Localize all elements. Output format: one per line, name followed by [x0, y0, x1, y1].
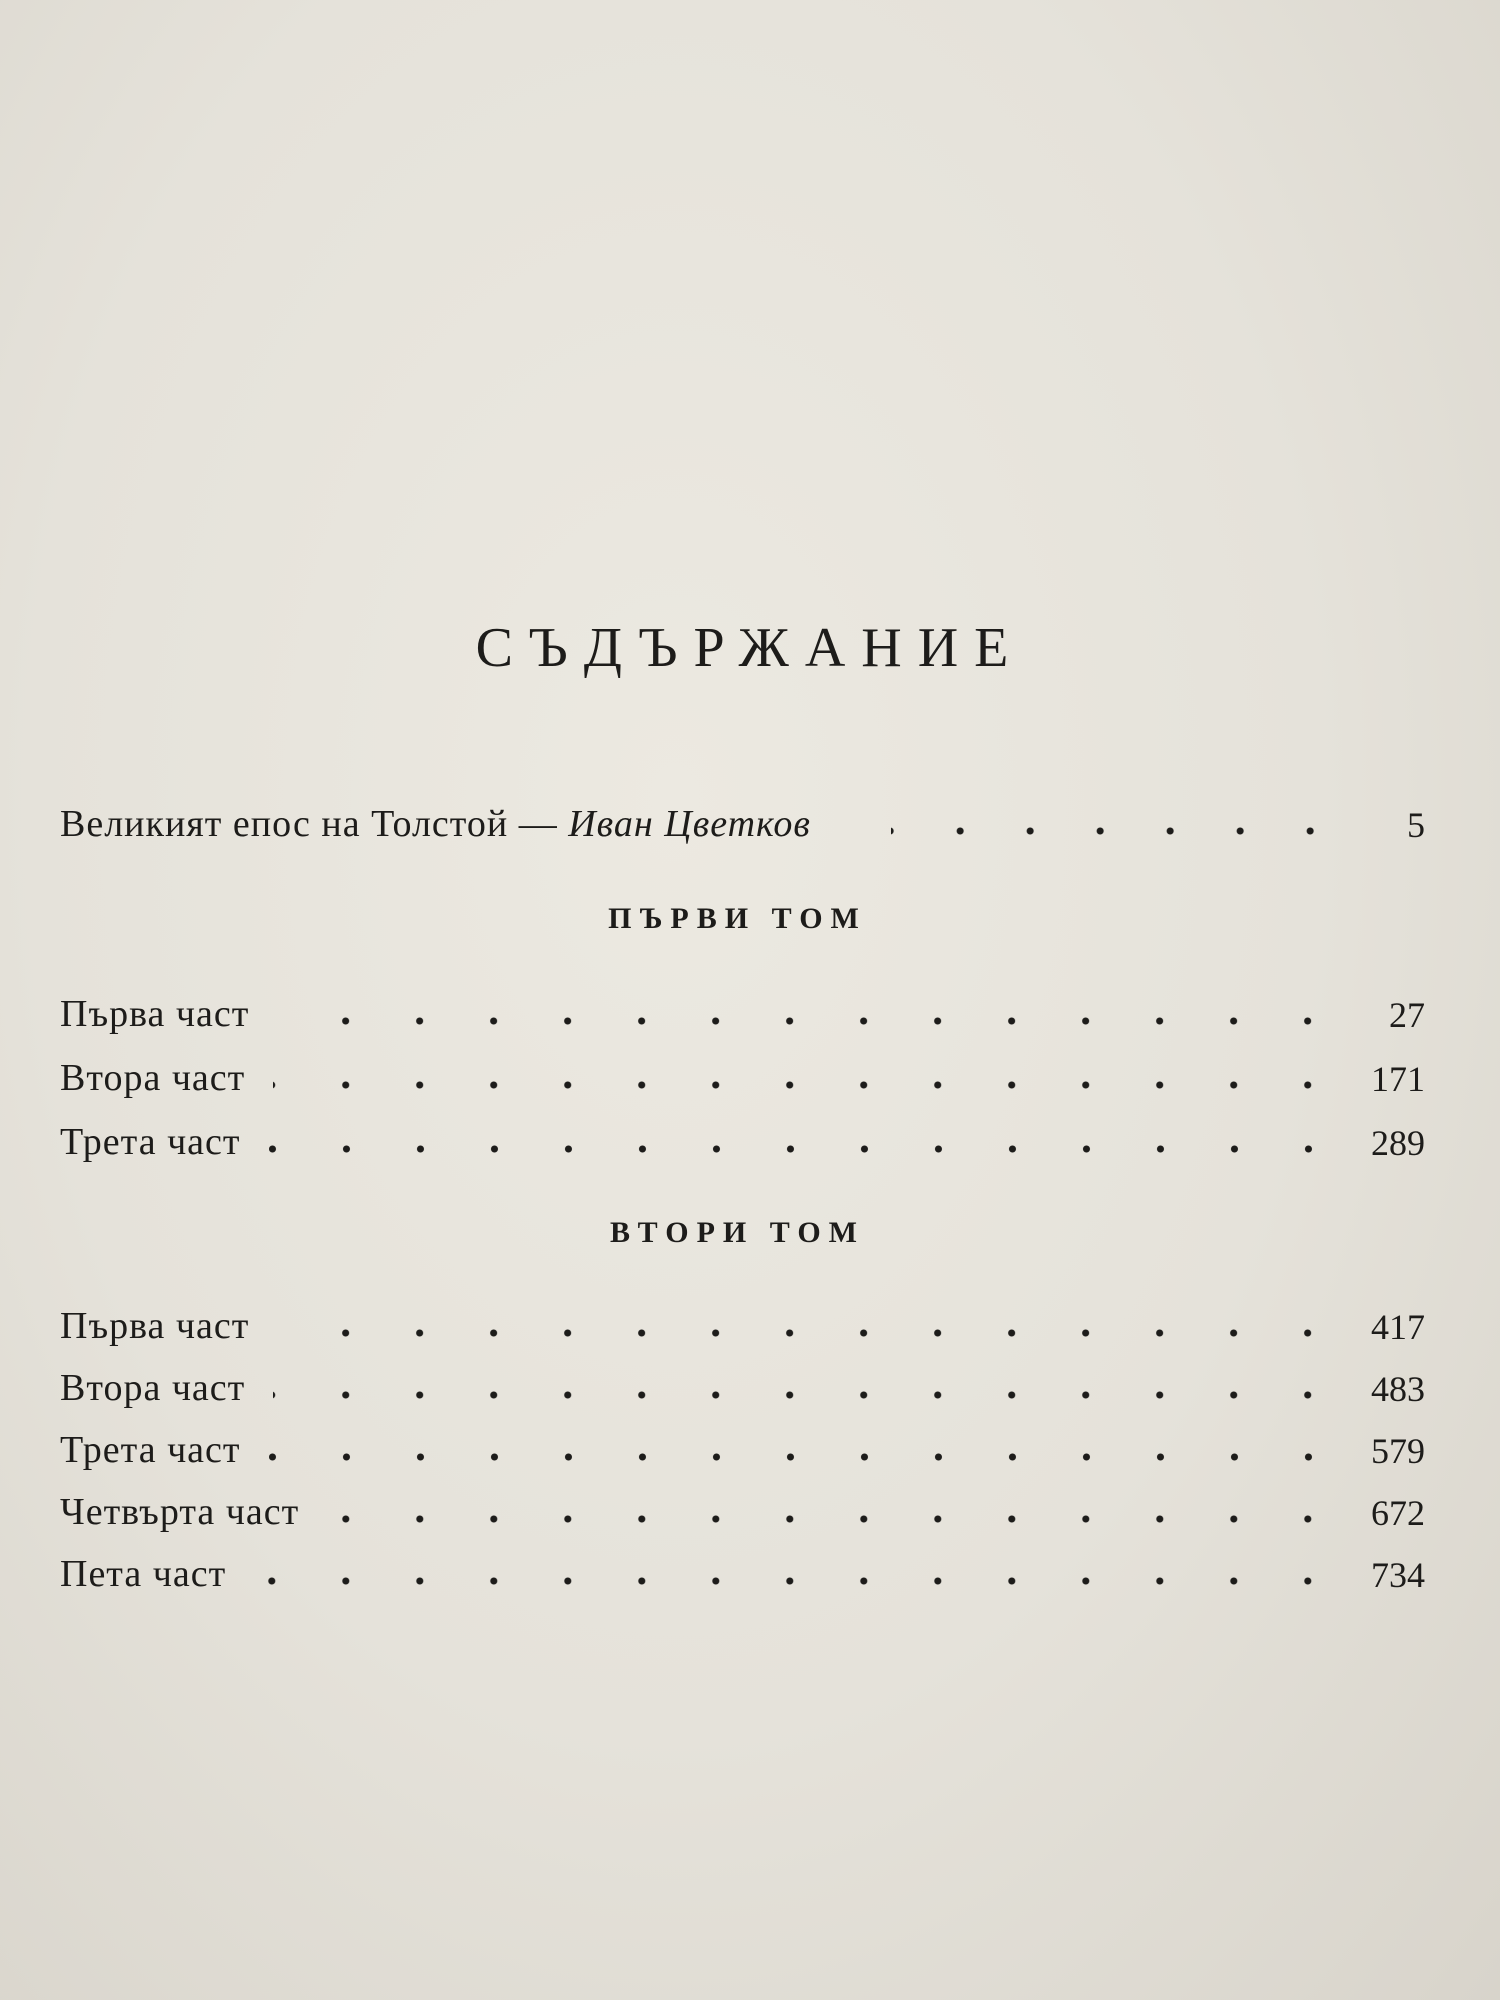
dot-leader [269, 1144, 1345, 1154]
dot-leader [254, 1576, 1345, 1586]
toc-entry-label: Трета част [60, 1121, 241, 1163]
toc-entry-label: Втора част [60, 1367, 246, 1409]
toc-entry-label: Трета част [60, 1429, 241, 1471]
page-number: 672 [1371, 1493, 1425, 1533]
dot-leader [273, 1390, 1345, 1400]
page-title: СЪДЪРЖАНИЕ [475, 617, 1025, 679]
toc-entry [60, 1362, 1425, 1410]
dot-leader [277, 1328, 1345, 1338]
toc-entry [60, 988, 1425, 1036]
toc-entry-label: Четвърта част [60, 1491, 300, 1533]
dot-leader [273, 1080, 1345, 1090]
toc-entry-label: Втора част [60, 1057, 246, 1099]
toc-entry [60, 1052, 1425, 1100]
volume-heading-2: ВТОРИ ТОМ [610, 1216, 865, 1249]
toc-entry-label: Първа част [60, 993, 250, 1035]
toc-entry-author: Иван Цветков [568, 803, 811, 845]
toc-entry-intro [60, 798, 1425, 846]
toc-entry [60, 1424, 1425, 1472]
dot-leader [891, 826, 1345, 836]
toc-entry-label [60, 802, 811, 846]
toc-entry [60, 1116, 1425, 1164]
toc-entry [60, 1548, 1425, 1596]
dot-leader [269, 1452, 1345, 1462]
toc-entry [60, 1486, 1425, 1534]
page-number: 171 [1371, 1059, 1425, 1099]
dot-leader [277, 1016, 1345, 1026]
volume-heading-1: ПЪРВИ ТОМ [608, 902, 867, 935]
page-number: 417 [1371, 1307, 1425, 1347]
page-number: 483 [1371, 1369, 1425, 1409]
toc-entry-label: Пета част [60, 1553, 227, 1595]
toc-entry [60, 1300, 1425, 1348]
page-number: 579 [1371, 1431, 1425, 1471]
page-number: 27 [1389, 995, 1425, 1035]
toc-entry-label: Първа част [60, 1305, 250, 1347]
page-number: 5 [1407, 805, 1425, 845]
toc-entry-title: Великият епос на Толстой — [60, 803, 558, 845]
dot-leader [327, 1514, 1345, 1524]
page-number: 289 [1371, 1123, 1425, 1163]
page-number: 734 [1371, 1555, 1425, 1595]
